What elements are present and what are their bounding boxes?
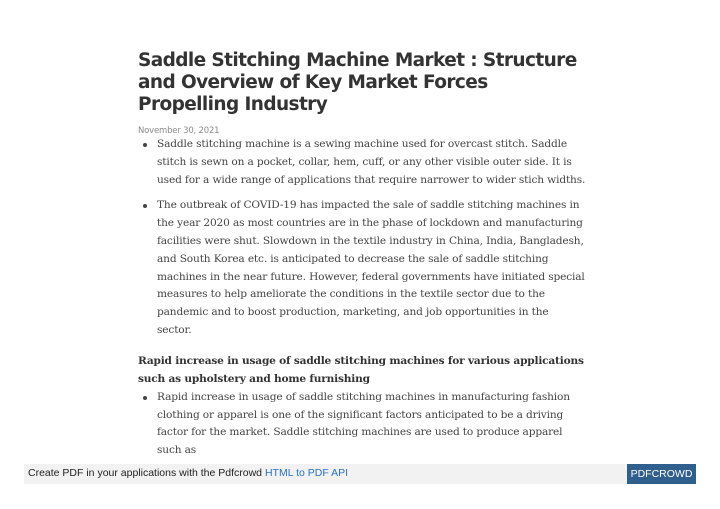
pdfcrowd-footer — [24, 464, 696, 484]
article — [138, 50, 586, 460]
article-title: Saddle Stitching Machine Market : Structure and Overview of Key Market Forces Propelling Industry — [138, 50, 577, 115]
bullet-item: Saddle stitching machine is a sewing machine used for overcast stitch. Saddle stitch is sewn on a pocket, collar, hem, cuff, or any other visible outer side. It is used for a wide range of applications that require narrower to wider stich widths. — [138, 136, 586, 189]
footer-text — [28, 467, 348, 479]
bullet-list-intro — [138, 136, 586, 340]
section-subheading: Rapid increase in usage of saddle stitching machines for various applications such as upholstery and home furnishing — [138, 354, 584, 386]
bullet-list-drivers — [138, 389, 586, 460]
footer-caption: Create PDF in your applications with the Pdfcrowd — [28, 467, 263, 479]
pdfcrowd-badge[interactable]: PDFCROWD — [627, 464, 696, 484]
bullet-item: The outbreak of COVID-19 has impacted the sale of saddle stitching machines in the year 2020 as most countries are in the phase of lockdown and manufacturing facilities were shut. Slowdown in the textile industry in China, India, Bangladesh, and South Korea etc. is anticipated to decrease the sale of saddle stitching machines in the near future. However, federal governments have initiated special measures to help ameliorate the conditions in the textile sector due to the pandemic and to boost production, marketing, and job opportunities in the sector. — [138, 197, 586, 339]
bullet-item: Rapid increase in usage of saddle stitching machines in manufacturing fashion clothing or apparel is one of the significant factors anticipated to be a driving factor for the market. Saddle stitching machines are used to produce apparel such as — [138, 389, 586, 460]
html-to-pdf-api-link[interactable]: HTML to PDF API — [264, 467, 348, 479]
publish-date: November 30, 2021 — [138, 126, 220, 136]
